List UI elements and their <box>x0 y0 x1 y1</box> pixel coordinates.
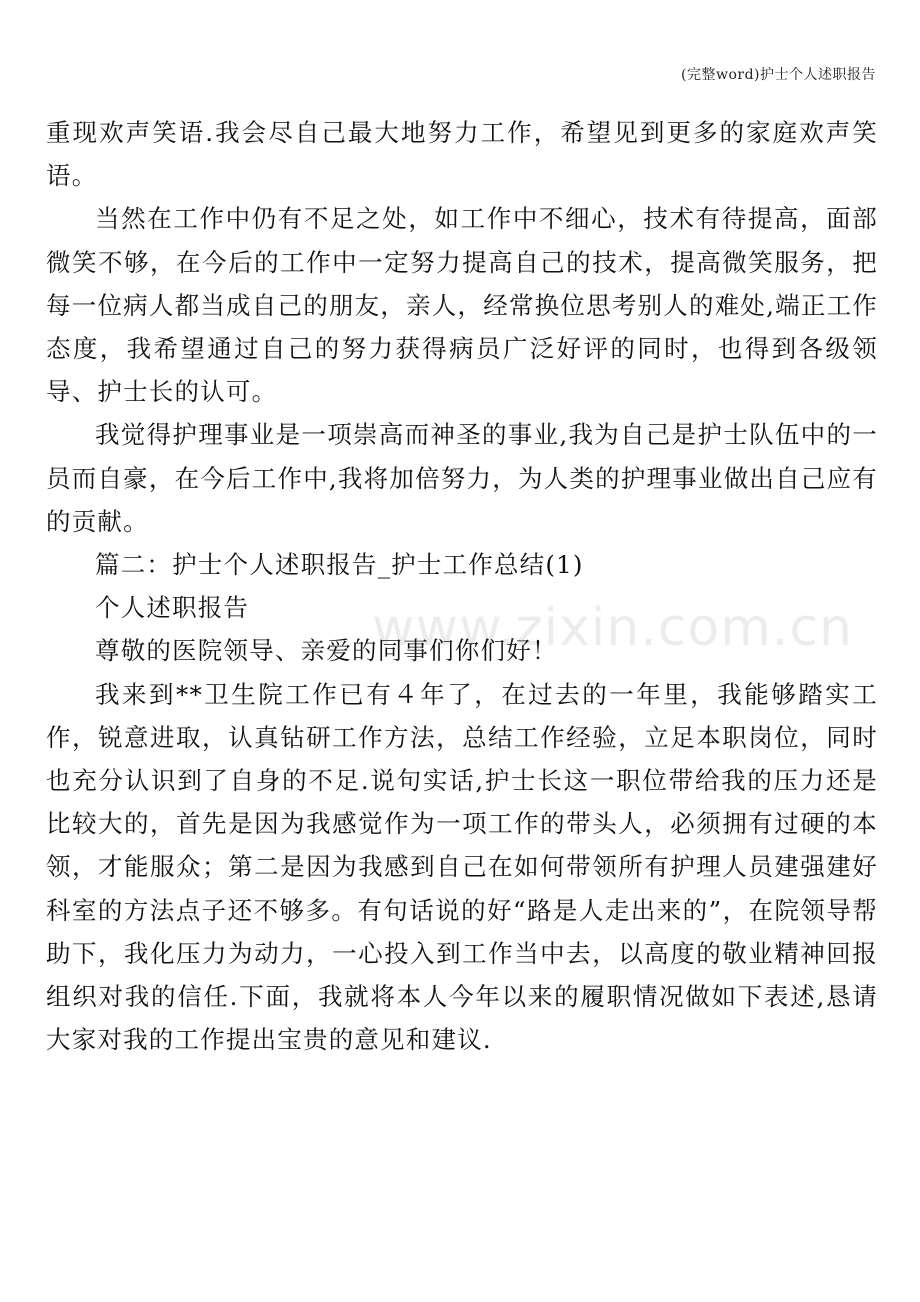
salutation: 尊敬的医院领导、亲爱的同事们你们好！ <box>95 636 558 666</box>
paragraph-shortcomings: 当然在工作中仍有不足之处，如工作中不细心，技术有待提高，面部微笑不够，在今后的工作中一定努力提高自己的技术，提高微笑服务，把每一位病人都当成自己的朋友，亲人，经常换位思考别人的难处,端正工作态度，我希望通过自己的努力获得病员广泛好评的同时，也得到各级领导、护士长的认可。 <box>46 204 878 407</box>
section-heading: 篇二：护士个人述职报告_护士工作总结(1) <box>95 550 584 580</box>
document-body <box>46 111 878 1061</box>
paragraph-introduction: 我来到**卫生院工作已有４年了，在过去的一年里，我能够踏实工作，锐意进取，认真钻研工作方法，总结工作经验，立足本职岗位，同时也充分认识到了自身的不足.说句实话,护士长这一职位带给我的压力还是比较大的，首先是因为我感觉作为一项工作的带头人，必须拥有过硬的本领，才能服众；第二是因为我感到自己在如何带领所有护理人员建强建好科室的方法点子还不够多。有句话说的好“路是人走出来的”，在院领导帮助下，我化压力为动力，一心投入到工作当中去，以高度的敬业精神回报组织对我的信任.下面，我就将本人今年以来的履职情况做如下表述,恳请大家对我的工作提出宝贵的意见和建议. <box>46 679 878 1055</box>
watermark-text: www.zixin.com.cn <box>372 598 853 658</box>
paragraph-continuation: 重现欢声笑语.我会尽自己最大地努力工作，希望见到更多的家庭欢声笑语。 <box>46 118 878 191</box>
paragraph-career: 我觉得护理事业是一项崇高而神圣的事业,我为自己是护士队伍中的一员而自豪，在今后工作中,我将加倍努力，为人类的护理事业做出自己应有的贡献。 <box>46 420 878 536</box>
report-title: 个人述职报告 <box>95 593 250 623</box>
page-header-title: (完整word)护士个人述职报告 <box>681 67 876 83</box>
